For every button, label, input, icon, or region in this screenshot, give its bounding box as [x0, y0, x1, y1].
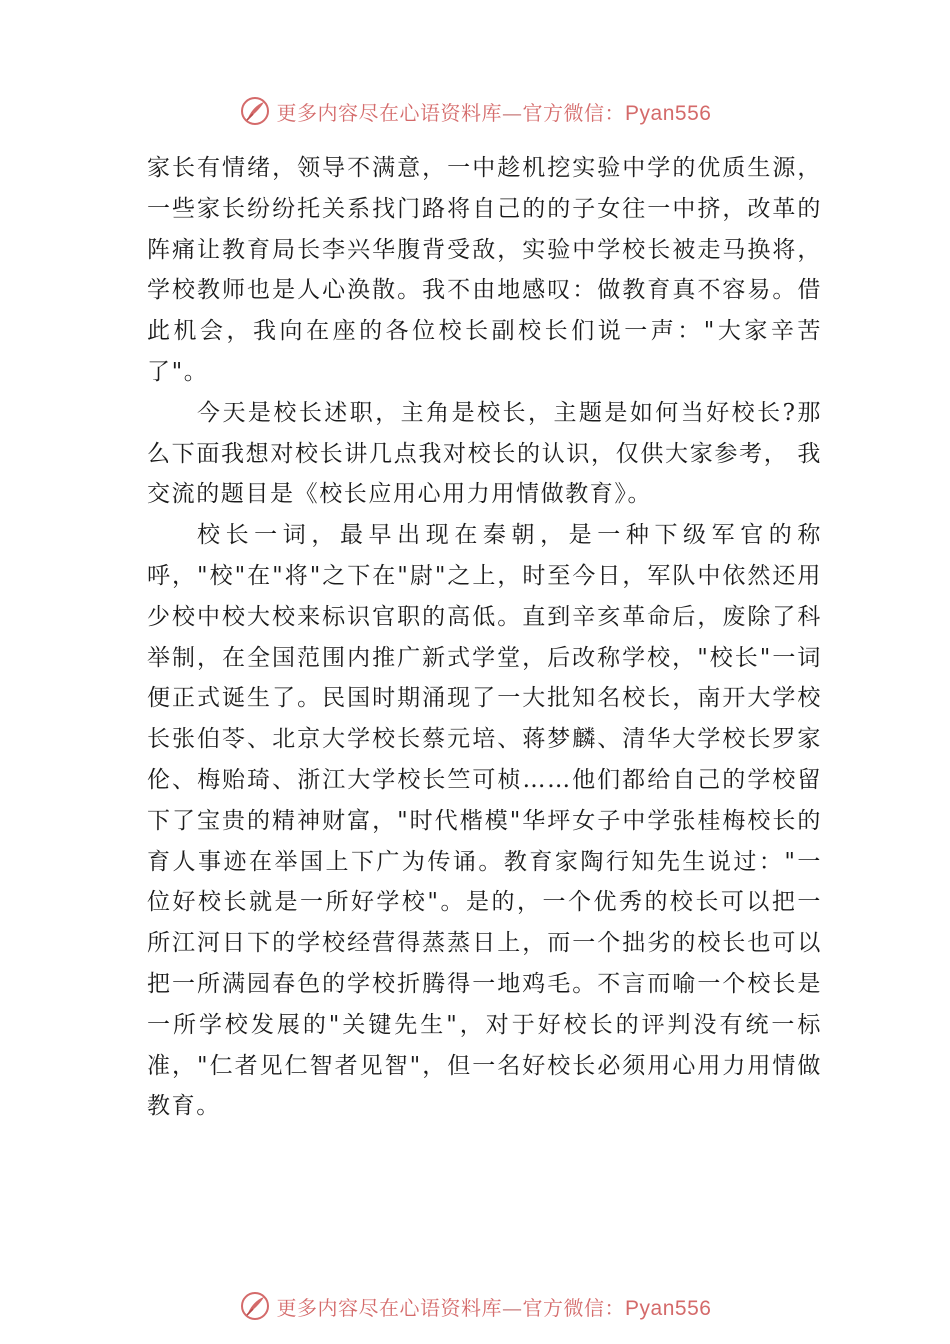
paragraph-3: 校长一词，最早出现在秦朝，是一种下级军官的称呼，"校"在"将"之下在"尉"之上，时至今日，军队中依然还用少校中校大校来标识官职的高低。直到辛亥革命后，废除了科举制，在全国范围内推广新式学堂，后改称学校，"校长"一词便正式诞生了。民国时期涌现了一大批知名校长，南开大学校长张伯苓、北京大学校长蔡元培、蒋梦麟、清华大学校长罗家伦、梅贻琦、浙江大学校长竺可桢……他们都给自己的学校留下了宝贵的精神财富，"时代楷模"华坪女子中学张桂梅校长的育人事迹在举国上下广为传诵。教育家陶行知先生说过："一位好校长就是一所好学校"。是的，一个优秀的校长可以把一所江河日下的学校经营得蒸蒸日上，而一个拙劣的校长也可以把一所满园春色的学校折腾得一地鸡毛。不言而喻一个校长是一所学校发展的"关键先生"，对于好校长的评判没有统一标准，"仁者见仁智者见智"，但一名好校长必须用心用力用情做教育。	[147, 522, 822, 1120]
watermark-separator: —	[502, 1295, 523, 1320]
header-watermark	[0, 95, 950, 127]
watermark-text	[277, 1292, 712, 1321]
paragraph-2: 今天是校长述职，主角是校长，主题是如何当好校长?那么下面我想对校长讲几点我对校长的认识，仅供大家参考， 我交流的题目是《校长应用心用力用情做教育》。	[147, 399, 822, 508]
watermark-brand: 更多内容尽在心语资料库	[276, 1295, 503, 1320]
document-body	[147, 148, 822, 1127]
feather-quill-seal-icon	[239, 95, 271, 127]
paragraph-1: 家长有情绪，领导不满意，一中趁机挖实验中学的优质生源，一些家长纷纷托关系找门路将自己的的子女往一中挤，改革的阵痛让教育局长李兴华腹背受敌，实验中学校长被走马换将，学校教师也是人心涣散。我不由地感叹：做教育真不容易。借此机会，我向在座的各位校长副校长们说一声："大家辛苦了"。	[147, 155, 822, 385]
watermark-separator: —	[502, 100, 523, 125]
watermark-wechat-id: Pyan556	[625, 1296, 712, 1320]
watermark-wechat-id: Pyan556	[625, 101, 712, 125]
feather-quill-seal-icon	[239, 1290, 271, 1322]
watermark-text	[277, 97, 712, 126]
watermark-wechat-label: 官方微信：	[522, 100, 626, 125]
footer-watermark	[0, 1290, 950, 1322]
watermark-wechat-label: 官方微信：	[522, 1295, 626, 1320]
watermark-brand: 更多内容尽在心语资料库	[276, 100, 503, 125]
